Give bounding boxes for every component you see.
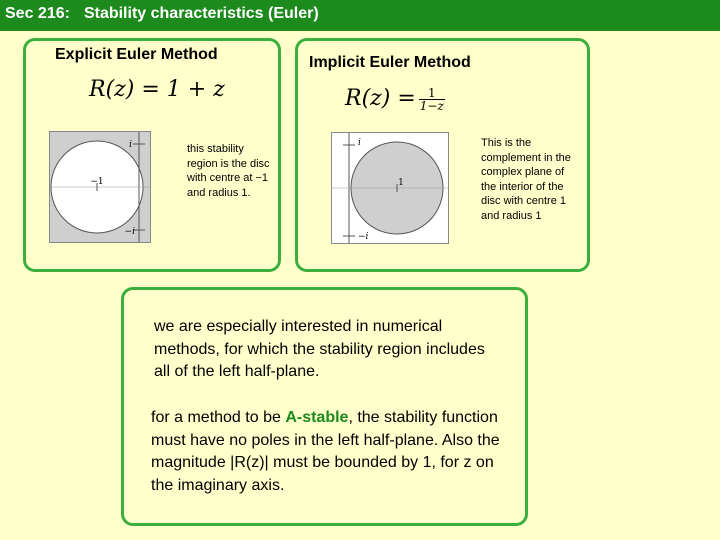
tick-label-top: i [129, 140, 132, 150]
implicit-euler-title: Implicit Euler Method [309, 54, 471, 71]
implicit-formula-fraction [419, 87, 445, 112]
implicit-euler-note: This is the complement in the complex plane of the interior of the disc with centre 1 and radius 1 [481, 137, 571, 222]
explicit-stability-plot [49, 131, 151, 243]
tick-label-center: −1 [90, 177, 104, 187]
implicit-formula-lhs: R(z) = [345, 86, 416, 111]
explicit-euler-note: this stability region is the disc with centre at −1 and radius 1. [187, 143, 270, 199]
tick-label-top: i [358, 138, 361, 148]
a-stable-term: A-stable [285, 409, 349, 426]
a-stable-text-before: for a method to be [151, 409, 286, 426]
tick-label-center: 1 [398, 178, 404, 188]
implicit-stability-plot [331, 132, 449, 244]
a-stable-paragraph [151, 407, 506, 497]
a-stable-text-after: , the stability function must have no poles in the left half-plane. Also the magnitude |R(z)| must be bounded by 1, for z on the imaginary axis. [151, 409, 500, 494]
implicit-formula-numerator: 1 [427, 85, 436, 100]
explicit-euler-title: Explicit Euler Method [55, 46, 218, 63]
tick-label-bottom: −i [358, 232, 369, 242]
section-number: Sec 216: [5, 5, 70, 22]
header-divider [0, 29, 720, 31]
slide-header [0, 0, 720, 29]
explicit-euler-formula: R(z) = 1 + z [89, 77, 225, 102]
left-half-plane-paragraph: we are especially interested in numerical methods, for which the stability region includes all of the left half-plane. [154, 318, 485, 380]
implicit-euler-formula [345, 86, 445, 112]
slide-title: Stability characteristics (Euler) [83, 5, 319, 22]
tick-label-bottom: −i [124, 227, 135, 237]
implicit-formula-denominator: 1−z [419, 98, 444, 113]
